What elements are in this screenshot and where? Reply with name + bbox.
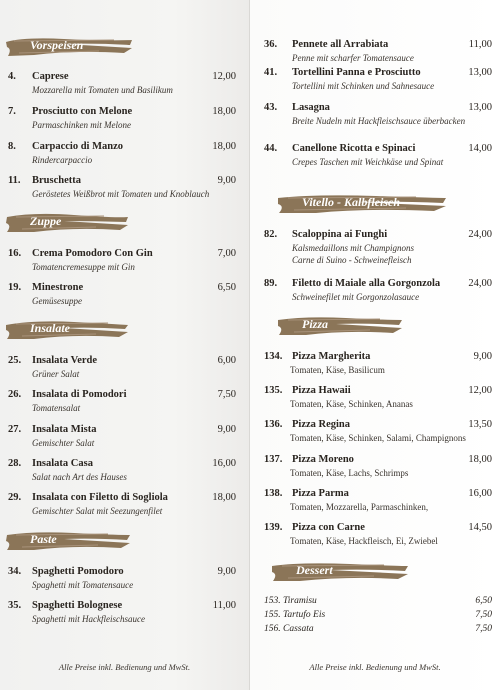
menu-item bbox=[0, 175, 249, 207]
item-name: Tortellini Panna e Prosciutto bbox=[292, 67, 421, 78]
item-description: Salat nach Art des Hauses bbox=[32, 472, 127, 482]
item-description: Tomaten, Käse, Schinken, Ananas bbox=[290, 399, 413, 409]
item-number: 26. bbox=[8, 389, 22, 400]
item-number: 11. bbox=[8, 175, 21, 186]
item-description: Gemüsesuppe bbox=[32, 296, 82, 306]
item-number: 27. bbox=[8, 424, 22, 435]
price-note-footer: Alle Preise inkl. Bedienung und MwSt. bbox=[309, 662, 441, 672]
item-description: Tomaten, Käse, Hackfleisch, Ei, Zwiebel bbox=[290, 536, 438, 546]
item-number: 19. bbox=[8, 282, 22, 293]
menu-item bbox=[250, 67, 500, 99]
menu-item bbox=[0, 71, 249, 103]
item-name: Spaghetti Pomodoro bbox=[32, 566, 124, 577]
menu-item bbox=[250, 102, 500, 134]
item-name: Minestrone bbox=[32, 282, 84, 293]
item-number: 137. bbox=[264, 454, 283, 465]
item-number: 156. bbox=[264, 624, 281, 634]
item-price: 13,50 bbox=[468, 419, 492, 430]
item-name: Crema Pomodoro Con Gin bbox=[32, 248, 153, 259]
menu-item bbox=[250, 454, 500, 486]
item-price: 18,00 bbox=[212, 106, 236, 117]
item-price: 6,00 bbox=[217, 355, 236, 366]
item-name: Pizza Margherita bbox=[292, 351, 371, 362]
item-number: 136. bbox=[264, 419, 283, 430]
item-description: Parmaschinken mit Melone bbox=[32, 120, 131, 130]
menu-item bbox=[250, 143, 500, 175]
item-description: Tomatensalat bbox=[32, 403, 81, 413]
menu-item bbox=[0, 106, 249, 138]
item-price: 9,00 bbox=[217, 175, 236, 186]
item-price: 13,00 bbox=[468, 67, 492, 78]
item-number: 16. bbox=[8, 248, 22, 259]
item-name: Prosciutto con Melone bbox=[32, 106, 133, 117]
item-price: 14,50 bbox=[468, 522, 492, 533]
item-description: Tomatencremesuppe mit Gin bbox=[32, 262, 135, 272]
item-number: 89. bbox=[264, 278, 278, 289]
item-description: Gemischter Salat mit Seezungenfilet bbox=[32, 506, 163, 516]
item-price: 9,00 bbox=[217, 424, 236, 435]
item-price: 24,00 bbox=[468, 229, 492, 240]
item-number: 155. bbox=[264, 610, 281, 620]
item-number: 4. bbox=[8, 71, 16, 82]
item-description: Geröstetes Weißbrot mit Tomaten und Knoblauch bbox=[32, 189, 210, 199]
item-name: Spaghetti Bolognese bbox=[32, 600, 123, 611]
section-header-paste bbox=[4, 530, 132, 552]
item-price: 13,00 bbox=[468, 102, 492, 113]
item-name: Pizza Regina bbox=[292, 419, 351, 430]
brush-stroke-icon bbox=[4, 212, 130, 234]
item-number: 25. bbox=[8, 355, 22, 366]
menu-item bbox=[0, 458, 249, 490]
item-name: Lasagna bbox=[292, 102, 330, 113]
item-name: Tiramisu bbox=[283, 596, 317, 606]
section-header-zuppe bbox=[4, 212, 130, 234]
item-price: 12,00 bbox=[468, 385, 492, 396]
section-title: Paste bbox=[30, 532, 57, 546]
item-price: 11,00 bbox=[468, 39, 492, 50]
item-description: Schweinefilet mit Gorgonzolasauce bbox=[292, 292, 420, 302]
item-price: 16,00 bbox=[212, 458, 236, 469]
item-description: Tomaten, Käse, Lachs, Schrimps bbox=[290, 468, 409, 478]
item-name: Insalata di Pomodori bbox=[32, 389, 127, 400]
menu-item bbox=[0, 355, 249, 387]
item-number: 29. bbox=[8, 492, 22, 503]
item-description: Kalsmedaillons mit Champignons bbox=[292, 243, 415, 253]
section-title: Vorspeisen bbox=[30, 38, 84, 52]
section-header-dessert bbox=[270, 561, 410, 583]
item-number: 7. bbox=[8, 106, 16, 117]
item-description: Grüner Salat bbox=[32, 369, 80, 379]
item-name: Caprese bbox=[32, 71, 69, 82]
item-description: Rindercarpaccio bbox=[32, 155, 93, 165]
menu-item bbox=[0, 282, 249, 314]
item-number: 138. bbox=[264, 488, 283, 499]
section-title: Vitello - Kalbfleisch bbox=[302, 195, 400, 209]
menu-item bbox=[250, 351, 500, 383]
item-description-secondary: Carne di Suino - Schweinefleisch bbox=[292, 255, 412, 265]
item-description: Breite Nudeln mit Hackfleischsauce überbacken bbox=[292, 116, 466, 126]
item-number: 41. bbox=[264, 67, 278, 78]
menu-item bbox=[250, 385, 500, 417]
item-price: 11,00 bbox=[212, 600, 236, 611]
menu-item bbox=[250, 488, 500, 520]
menu-item bbox=[264, 610, 492, 622]
item-name: Pizza Hawaii bbox=[292, 385, 351, 396]
item-description: Tomaten, Käse, Schinken, Salami, Champignons bbox=[290, 433, 466, 443]
item-number: 28. bbox=[8, 458, 22, 469]
item-name: Pizza con Carne bbox=[292, 522, 365, 533]
item-description: Crepes Taschen mit Weichkäse und Spinat bbox=[292, 157, 444, 167]
item-number: 43. bbox=[264, 102, 278, 113]
item-description: Spaghetti mit Tomatensauce bbox=[32, 580, 134, 590]
item-name: Insalata Mista bbox=[32, 424, 97, 435]
section-title: Dessert bbox=[296, 563, 333, 577]
item-name: Carpaccio di Manzo bbox=[32, 141, 123, 152]
menu-item bbox=[264, 596, 492, 608]
menu-item bbox=[0, 389, 249, 421]
section-header-vorspeisen bbox=[4, 36, 134, 58]
item-name: Pizza Parma bbox=[292, 488, 349, 499]
item-price: 7,50 bbox=[217, 389, 236, 400]
item-description: Tomaten, Käse, Basilicum bbox=[290, 365, 385, 375]
item-price: 6,50 bbox=[475, 596, 492, 606]
menu-item bbox=[0, 141, 249, 173]
menu-item bbox=[250, 522, 500, 554]
item-price: 16,00 bbox=[468, 488, 492, 499]
menu-page-right bbox=[250, 0, 500, 690]
item-price: 6,50 bbox=[217, 282, 236, 293]
item-price: 12,00 bbox=[212, 71, 236, 82]
item-name: Bruschetta bbox=[32, 175, 81, 186]
menu-item bbox=[250, 419, 500, 451]
section-header-pizza bbox=[276, 315, 404, 337]
item-description: Tomaten, Mozzarella, Parmaschinken, bbox=[290, 502, 429, 512]
item-price: 7,50 bbox=[475, 624, 492, 634]
item-description: Spaghetti mit Hackfleischsauce bbox=[32, 614, 145, 624]
item-description: Tortellini mit Schinken und Sahnesauce bbox=[292, 81, 435, 91]
item-number: 44. bbox=[264, 143, 278, 154]
item-price: 9,00 bbox=[217, 566, 236, 577]
item-number: 134. bbox=[264, 351, 283, 362]
item-description: Mozzarella mit Tomaten und Basilikum bbox=[32, 85, 173, 95]
menu-item bbox=[0, 492, 249, 524]
item-number: 35. bbox=[8, 600, 22, 611]
item-description: Gemischter Salat bbox=[32, 438, 95, 448]
brush-stroke-icon bbox=[276, 315, 404, 337]
item-price: 18,00 bbox=[468, 454, 492, 465]
item-price: 18,00 bbox=[212, 141, 236, 152]
item-price: 24,00 bbox=[468, 278, 492, 289]
section-header-insalate bbox=[4, 319, 130, 341]
item-name: Tartufo Eis bbox=[283, 610, 326, 620]
item-price: 7,50 bbox=[475, 610, 492, 620]
section-title: Zuppe bbox=[30, 214, 62, 228]
section-header-vitello bbox=[276, 193, 448, 215]
menu-item bbox=[264, 624, 492, 636]
item-name: Insalata Verde bbox=[32, 355, 98, 366]
brush-stroke-icon bbox=[270, 561, 410, 583]
item-name: Cassata bbox=[283, 624, 314, 634]
item-price: 18,00 bbox=[212, 492, 236, 503]
item-price: 9,00 bbox=[473, 351, 492, 362]
item-price: 7,00 bbox=[217, 248, 236, 259]
item-name: Canellone Ricotta e Spinaci bbox=[292, 143, 416, 154]
item-name: Filetto di Maiale alla Gorgonzola bbox=[292, 278, 441, 289]
menu-item bbox=[0, 248, 249, 280]
item-name: Scaloppina ai Funghi bbox=[292, 229, 388, 240]
item-number: 34. bbox=[8, 566, 22, 577]
item-number: 36. bbox=[264, 39, 278, 50]
item-name: Pizza Moreno bbox=[292, 454, 354, 465]
menu-item bbox=[0, 600, 249, 632]
item-name: Pennete all Arrabiata bbox=[292, 39, 389, 50]
item-number: 153. bbox=[264, 596, 281, 606]
menu-item bbox=[0, 424, 249, 456]
menu-item bbox=[250, 278, 500, 310]
item-number: 82. bbox=[264, 229, 278, 240]
item-description: Penne mit scharfer Tomatensauce bbox=[292, 53, 414, 63]
section-title: Pizza bbox=[302, 317, 329, 331]
price-note-footer: Alle Preise inkl. Bedienung und MwSt. bbox=[58, 662, 191, 672]
brush-stroke-icon bbox=[4, 530, 132, 552]
item-name: Insalata Casa bbox=[32, 458, 93, 469]
item-name: Insalata con Filetto di Sogliola bbox=[32, 492, 168, 503]
menu-item bbox=[0, 566, 249, 598]
item-number: 135. bbox=[264, 385, 283, 396]
menu-item bbox=[250, 229, 500, 271]
item-number: 139. bbox=[264, 522, 283, 533]
item-number: 8. bbox=[8, 141, 16, 152]
item-price: 14,00 bbox=[468, 143, 492, 154]
section-title: Insalate bbox=[30, 321, 71, 335]
